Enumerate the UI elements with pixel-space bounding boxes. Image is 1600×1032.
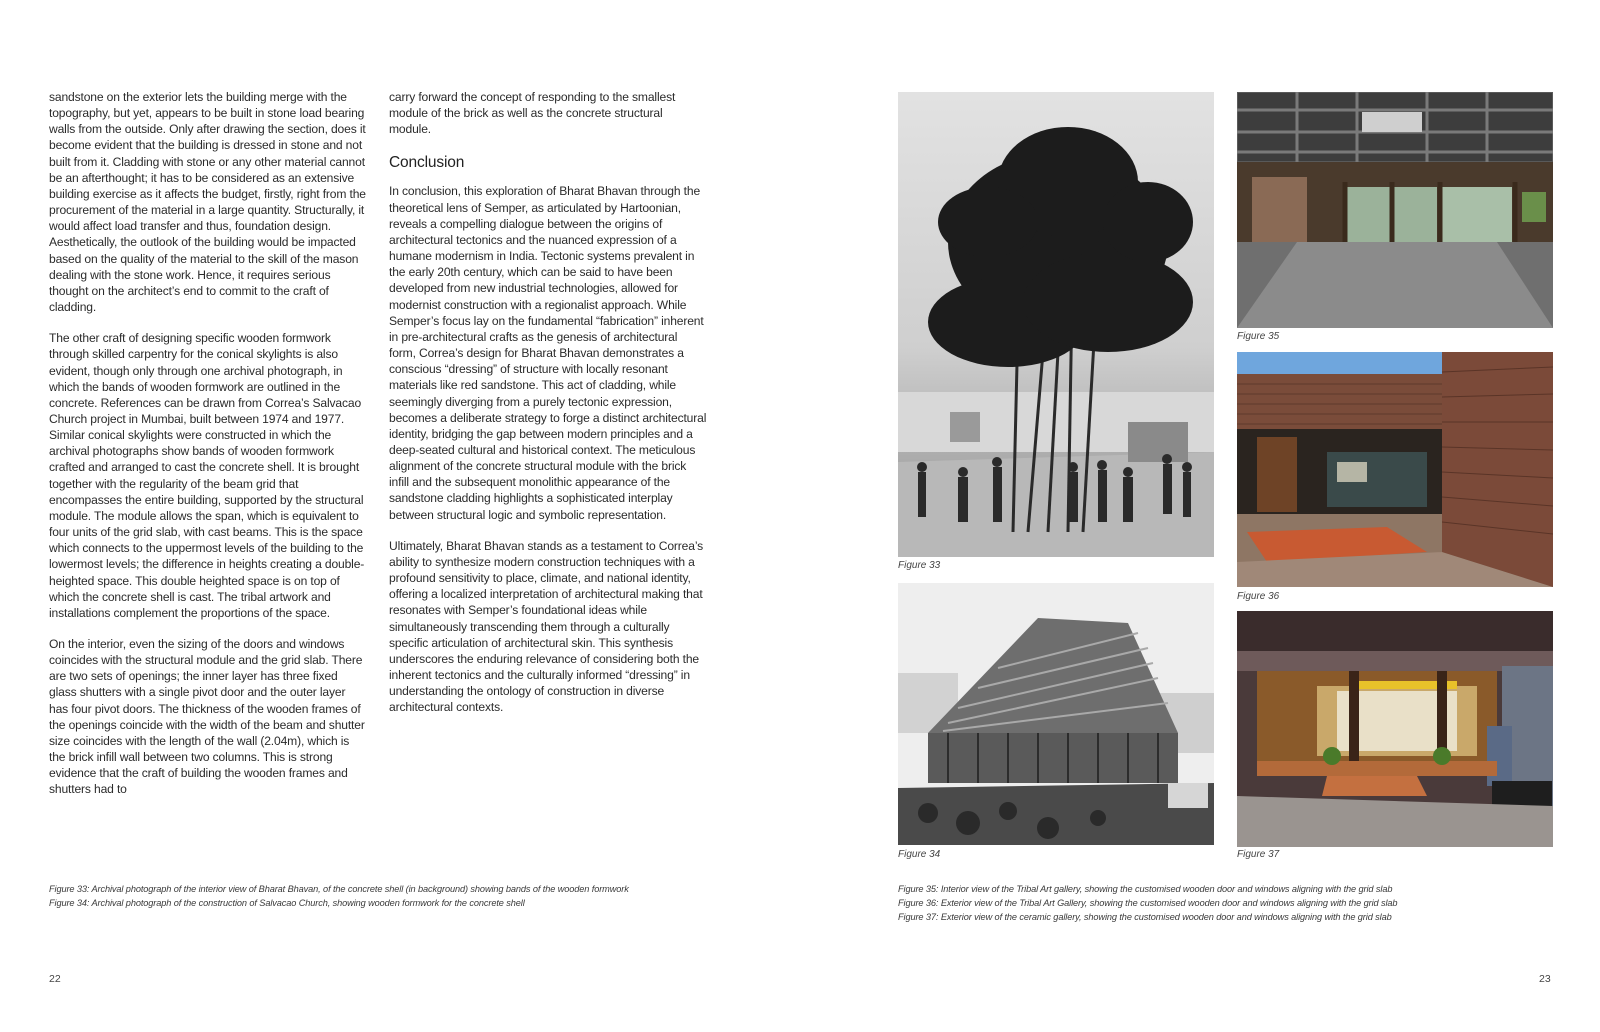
left-figure-captions bbox=[49, 882, 629, 910]
left-text-column bbox=[49, 89, 367, 813]
body-paragraph: carry forward the concept of responding to the smallest module of the brick as well as the concrete structural module. bbox=[389, 90, 676, 137]
figure-35-label: Figure 35 bbox=[1237, 331, 1280, 342]
middle-text-column bbox=[389, 89, 707, 730]
body-paragraph: On the interior, even the sizing of the doors and windows coincides with the structural module and the grid slab. There are two sets of openings; the inner layer has three fixed glass shutters with a single pivot door and the outer layer has four pivot doors. The thickness of the wooden frames of the openings coincide with the width of the beam and shutter size coincides with the length of the wall (2.04m), which is the brick infill wall between two columns. This is strong evidence that the craft of building the wooden frames and shutters had to bbox=[49, 637, 365, 797]
figure-caption: Figure 33: Archival photograph of the interior view of Bharat Bhavan, of the concrete shell (in background) showing bands of the wooden formwork bbox=[49, 884, 629, 894]
figure-37-label: Figure 37 bbox=[1237, 849, 1280, 860]
figure-37-photo bbox=[1237, 611, 1553, 847]
body-paragraph: Ultimately, Bharat Bhavan stands as a testament to Correa’s ability to synthesize modern construction techniques with a profound sensitivity to place, climate, and national identity, offering a localized interpretation of architectural making that resonates with Semper’s foundational ideas while simultaneously transcending them through a culturally specific articulation of architectural skin. This synthesis underscores the enduring relevance of considering both the inherent tectonics and the culturally informed “dressing” in understanding the ontology of construction in diverse architectural contexts. bbox=[389, 538, 704, 715]
figure-36-photo bbox=[1237, 352, 1553, 587]
body-paragraph: sandstone on the exterior lets the building merge with the topography, but yet, appears to be built in stone load bearing walls from the outside. Only after drawing the section, does it become evident that the building is dressed in stone and not built from it. Cladding with stone or any other material cannot be an afterthought; it has to be considered as an extensive building exercise as it affects the budget, firstly, right from the procurement of the material in a large quantity. Structurally, it would affect load transfer and thus, foundation design. Aesthetically, the outlook of the building would be impacted based on the quality of the material to the skill of the mason dealing with the stone work. Hence, it requires serious thought on the architect’s end to commit to the craft of cladding. bbox=[49, 90, 366, 315]
body-paragraph: The other craft of designing specific wooden formwork through skilled carpentry for the conical skylights is also evident, though only through one archival photograph, in which the bands of wooden formwork are outlined in the concrete. References can be drawn from Correa’s Salvacao Church project in Mumbai, built between 1974 and 1977. Similar conical skylights were constructed in which the archival photographs show bands of wooden formwork crafted and arranged to cast the concrete shell. It is brought together with the regularity of the beam grid that encompasses the entire building, supported by the structural module. The module allows the span, which is equivalent to four units of the grid slab, with cast beams. This is the space which connects to the uppermost levels of the building to the lowermost levels; the difference in heights creating a double-heighted space. This double heighted space is on top of which the concrete shell is cast. The tribal artwork and installations complement the proportions of the space. bbox=[49, 331, 365, 620]
figure-caption: Figure 36: Exterior view of the Tribal Art Gallery, showing the customised wooden door and windows aligning with the grid slab bbox=[898, 898, 1398, 908]
figure-34-photo bbox=[898, 583, 1214, 845]
figure-36-label: Figure 36 bbox=[1237, 591, 1280, 602]
figure-35-photo bbox=[1237, 92, 1553, 328]
right-figure-captions bbox=[898, 882, 1397, 924]
figure-34-label: Figure 34 bbox=[898, 849, 941, 860]
body-paragraph: In conclusion, this exploration of Bharat Bhavan through the theoretical lens of Semper, as articulated by Hartoonian, reveals a compelling dialogue between the origins of architectural tectonics and the nuanced expression of a humane modernism in India. Tectonic systems prevalent in the early 20th century, which can be said to have been developed from new industrial technologies, allowed for modernist construction with a regionalist approach. While Semper’s focus lay on the fundamental “fabrication” inherent in pre-architectural crafts as the genesis of architectural form, Correa’s design for Bharat Bhavan demonstrates a conscious “dressing” of structure with locally resonant materials like red sandstone. This act of cladding, while seemingly diverging from a purely tectonic expression, becomes a deliberate strategy to forge a distinct architectural identity, bridging the gap between modern principles and a deep-seated cultural and historical context. The meticulous alignment of the concrete structural module with the brick infill and the subsequent monolithic appearance of the sandstone cladding highlights a sophisticated interplay between structural logic and symbolic representation. bbox=[389, 184, 707, 522]
figure-caption: Figure 34: Archival photograph of the construction of Salvacao Church, showing wooden formwork for the concrete shell bbox=[49, 898, 525, 908]
figure-caption: Figure 35: Interior view of the Tribal Art gallery, showing the customised wooden door and windows aligning with the grid slab bbox=[898, 884, 1393, 894]
page-number: 23 bbox=[1539, 973, 1551, 985]
page-number: 22 bbox=[49, 973, 61, 985]
figure-caption: Figure 37: Exterior view of the ceramic gallery, showing the customised wooden door and windows aligning with the grid slab bbox=[898, 912, 1392, 922]
section-heading: Conclusion bbox=[389, 154, 465, 172]
figure-33-photo bbox=[898, 92, 1214, 557]
figure-33-label: Figure 33 bbox=[898, 560, 941, 571]
